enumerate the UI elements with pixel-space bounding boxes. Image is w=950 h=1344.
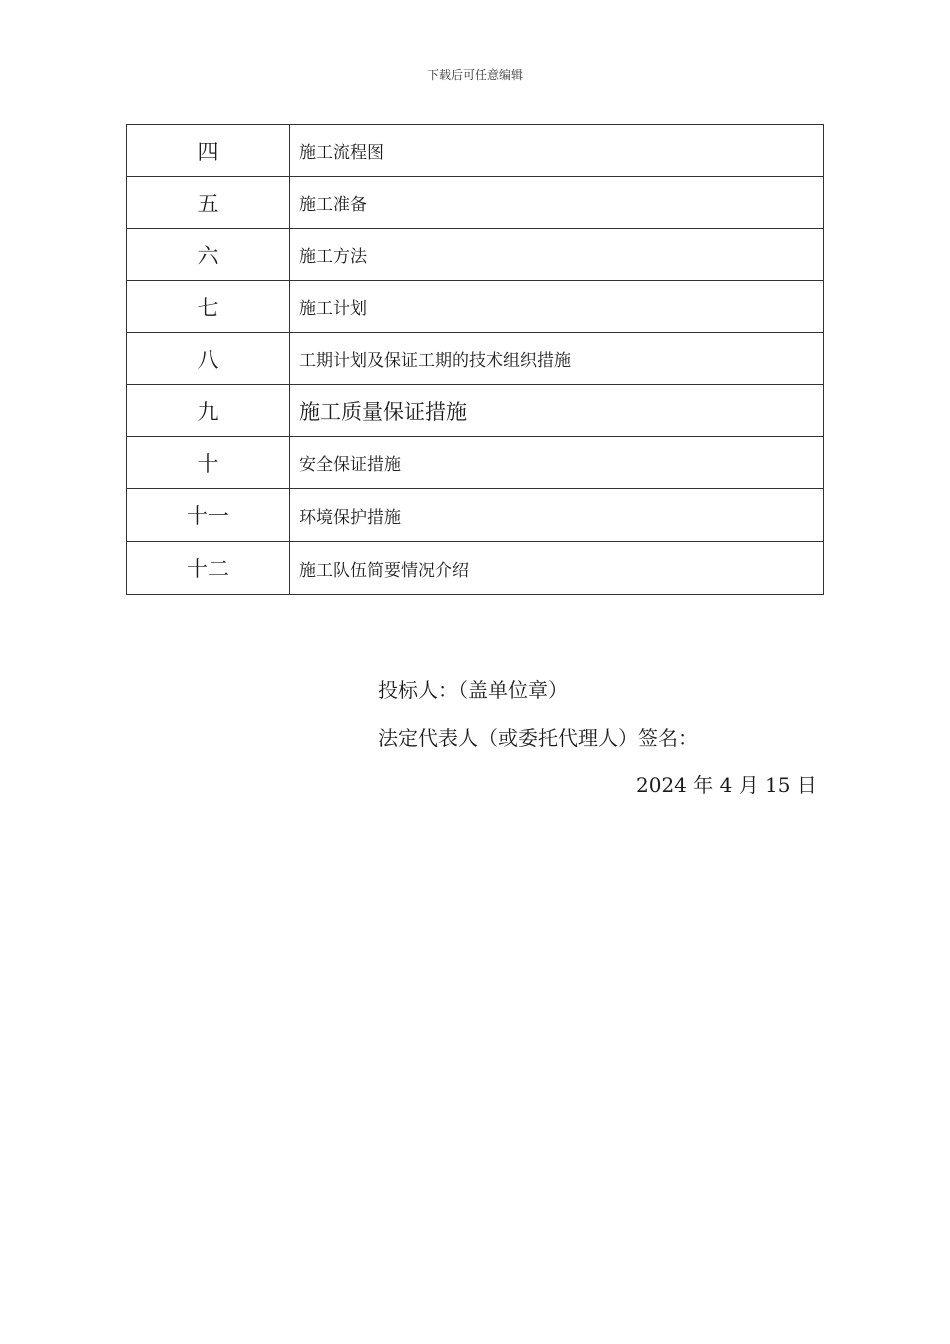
table-row <box>127 229 824 281</box>
table-row <box>127 542 824 595</box>
section-number: 十 <box>127 437 290 489</box>
table-row <box>127 125 824 177</box>
section-title: 施工流程图 <box>290 125 824 177</box>
section-title: 施工质量保证措施 <box>290 385 824 437</box>
section-title: 环境保护措施 <box>290 489 824 542</box>
section-number: 九 <box>127 385 290 437</box>
section-number: 八 <box>127 333 290 385</box>
section-title: 工期计划及保证工期的技术组织措施 <box>290 333 824 385</box>
contents-table <box>126 124 824 595</box>
section-number: 六 <box>127 229 290 281</box>
signature-date: 2024 年 4 月 15 日 <box>636 773 817 797</box>
table-row <box>127 437 824 489</box>
table-row <box>127 333 824 385</box>
table-row <box>127 489 824 542</box>
bidder-seal-line: 投标人：（盖单位章） <box>378 678 568 702</box>
table-row <box>127 281 824 333</box>
section-number: 四 <box>127 125 290 177</box>
section-title: 施工准备 <box>290 177 824 229</box>
representative-signature-line: 法定代表人（或委托代理人）签名： <box>378 726 698 750</box>
section-number: 十一 <box>127 489 290 542</box>
section-number: 七 <box>127 281 290 333</box>
section-title: 安全保证措施 <box>290 437 824 489</box>
section-title: 施工队伍简要情况介绍 <box>290 542 824 595</box>
table-row <box>127 385 824 437</box>
section-title: 施工方法 <box>290 229 824 281</box>
header-note: 下载后可任意编辑 <box>426 68 523 82</box>
section-number: 十二 <box>127 542 290 595</box>
table-row <box>127 177 824 229</box>
section-title: 施工计划 <box>290 281 824 333</box>
section-number: 五 <box>127 177 290 229</box>
